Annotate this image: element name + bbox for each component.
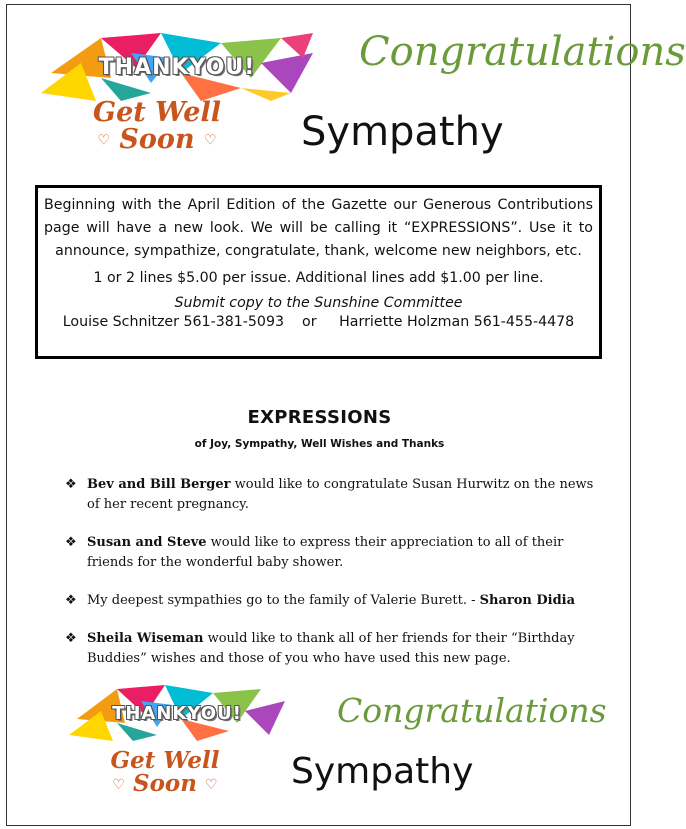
heart-icon: ♡: [205, 777, 218, 793]
list-item: [65, 533, 595, 573]
entry-text: would like to express their appreciation to all of their friends for the wonderful baby shower.: [87, 535, 564, 570]
thank-you-graphic-bottom: [69, 685, 285, 741]
entry-author: Sheila Wiseman: [87, 631, 204, 646]
thank-you-word: THANKYOU!: [98, 54, 256, 80]
get-well-soon-graphic: [77, 99, 237, 153]
list-item: [65, 629, 595, 669]
get-well-soon-graphic-bottom: [95, 749, 235, 795]
diamond-bullet-icon: ❖: [65, 631, 77, 646]
get-well-line1: Get Well: [93, 97, 221, 128]
entry-text: would like to congratulate Susan Hurwitz on the news of her recent pregnancy.: [87, 477, 594, 512]
newsletter-page: [6, 4, 686, 826]
entry-author: Sharon Didia: [479, 593, 576, 608]
entry-author: Bev and Bill Berger: [87, 477, 231, 492]
expressions-subtitle: of Joy, Sympathy, Well Wishes and Thanks: [194, 438, 445, 450]
submit-line: Submit copy to the Sunshine Committee: [174, 295, 463, 311]
congratulations-graphic: Congratulations: [359, 29, 686, 75]
list-item: [65, 475, 595, 515]
thank-you-graphic: [41, 33, 313, 101]
contact-louise: Louise Schnitzer 561-381-5093: [62, 314, 284, 330]
list-item: [65, 591, 595, 611]
thank-you-word: THANKYOU!: [112, 702, 242, 724]
diamond-bullet-icon: ❖: [65, 477, 77, 492]
entry-text: would like to thank all of her friends for their “Birthday Buddies” wishes and those of you who have used this new page.: [87, 631, 575, 666]
sympathy-graphic: Sympathy: [301, 109, 504, 155]
heart-icon: ♡: [97, 132, 111, 149]
get-well-line1: Get Well: [110, 747, 220, 774]
entry-text: My deepest sympathies go to the family of Valerie Burett. -: [87, 593, 480, 608]
heart-icon: ♡: [112, 777, 125, 793]
diamond-bullet-icon: ❖: [65, 593, 77, 608]
diamond-bullet-icon: ❖: [65, 535, 77, 550]
contact-harriette: Harriette Holzman 561-455-4478: [339, 314, 575, 330]
announcement-paragraph: Beginning with the April Edition of the Gazette our Generous Contributions page will have a new look. We will be calling it “EXPRESSIONS”. Use it to announce, sympathize, congratulate, thank, welcome new neighbors, etc.: [44, 197, 593, 259]
entry-author: Susan and Steve: [87, 535, 207, 550]
announcement-box: [35, 185, 602, 359]
contacts-line: [38, 314, 599, 330]
sympathy-graphic-bottom: Sympathy: [291, 751, 474, 792]
get-well-line2: Soon: [119, 124, 195, 155]
congratulations-graphic-bottom: Congratulations: [337, 691, 607, 730]
contact-or: or: [302, 314, 317, 330]
expressions-list: [65, 475, 595, 687]
get-well-line2: Soon: [132, 770, 197, 797]
expressions-title: EXPRESSIONS: [247, 407, 392, 428]
heart-icon: ♡: [203, 132, 217, 149]
rates-line: 1 or 2 lines $5.00 per issue. Additional lines add $1.00 per line.: [93, 270, 544, 286]
